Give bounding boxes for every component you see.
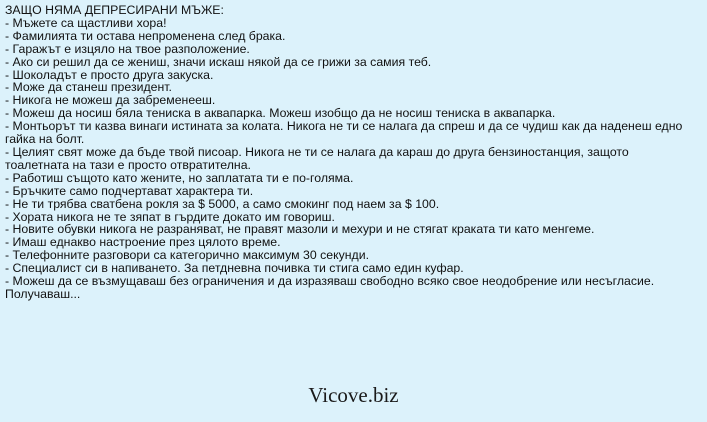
joke-line: - Фамилията ти остава непроменена след брака.: [5, 28, 286, 43]
joke-title: ЗАЩО НЯМА ДЕПРЕСИРАНИ МЪЖЕ:: [5, 3, 224, 17]
joke-line: - Гаражът е изцяло на твое разположение.: [5, 41, 250, 56]
joke-line: - Не ти трябва сватбена рокля за $ 5000, а само смокинг под наем за $ 100.: [5, 196, 440, 211]
joke-line: - Ако си решил да се жениш, значи искаш някой да се грижи за самия теб.: [5, 54, 432, 69]
joke-line: - Монтьорът ти казва винаги истината за колата. Никога не ти се налага да спреш и да се чудиш как да наденеш едно гайка на болт.: [5, 119, 683, 147]
joke-line: - Имаш еднакво настроение през цялото време.: [5, 235, 281, 250]
joke-line: - Може да станеш президент.: [5, 80, 172, 95]
joke-line: - Телефонните разговори са категорично максимум 30 секунди.: [5, 248, 369, 263]
joke-text-block: [5, 4, 685, 301]
site-watermark: Vicove.biz: [308, 383, 399, 407]
joke-line: - Новите обувки никога не разраняват, не правят мазоли и мехури и не стягат краката ти като менгеме.: [5, 222, 595, 237]
joke-line: - Целият свят може да бъде твой писоар. Никога не ти се налага да караш до друга бензиностанция, защото тоалетната на тази е просто отвратителна.: [5, 144, 629, 172]
joke-line: - Специалист си в напиването. За петдневна почивка ти стига само един куфар.: [5, 261, 464, 276]
joke-line: - Шоколадът е просто друга закуска.: [5, 67, 214, 82]
joke-line: - Бръчките само подчертават характера ти.: [5, 183, 254, 198]
joke-line: - Никога не можеш да забременееш.: [5, 93, 216, 108]
joke-line: - Работиш същото като жените, но заплатата ти е по-голяма.: [5, 170, 354, 185]
joke-line: - Хората никога не те зяпат в гърдите докато им говориш.: [5, 209, 335, 224]
joke-line: - Мъжете са щастливи хора!: [5, 15, 167, 30]
joke-line: - Можеш да носиш бяла тениска в аквапарка. Можеш изобщо да не носиш тениска в аквапарка.: [5, 106, 556, 121]
joke-line: - Можеш да се възмущаваш без ограничения и да изразяваш свободно всяко свое неодобрение или несъгласие. Получаваш...: [5, 274, 655, 301]
